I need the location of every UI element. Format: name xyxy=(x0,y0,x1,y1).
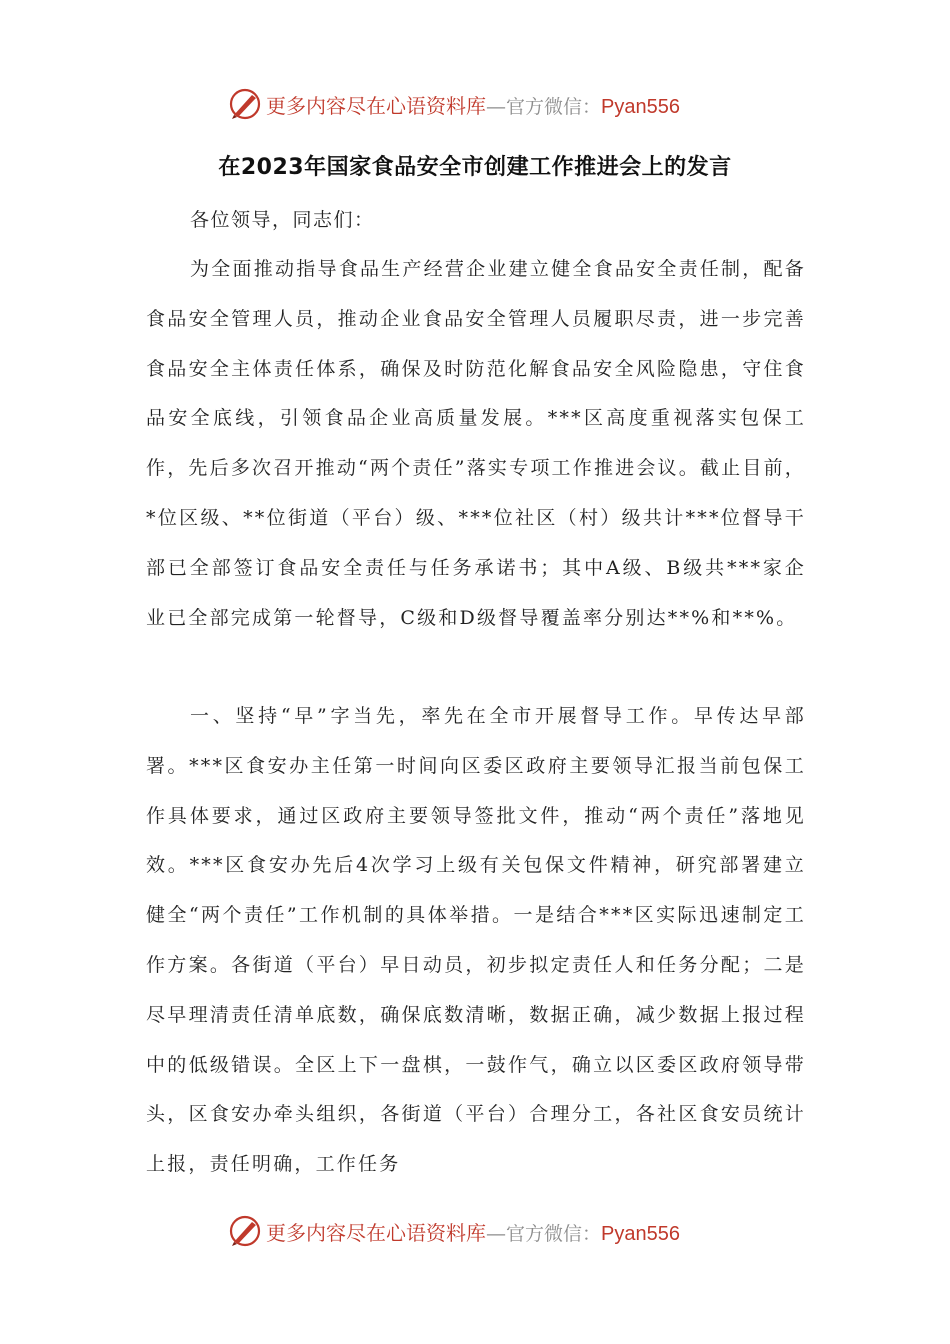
watermark-prefix: 更多内容尽在心语资料库 xyxy=(266,93,486,118)
watermark-prefix: 更多内容尽在心语资料库 xyxy=(266,1220,486,1245)
watermark-header xyxy=(228,84,680,124)
watermark-wechat-id: Pyan556 xyxy=(601,95,680,118)
document-title: 在2023年国家食品安全市创建工作推进会上的发言 xyxy=(218,155,732,180)
watermark-footer xyxy=(228,1211,680,1251)
pen-logo-icon xyxy=(228,87,262,121)
paragraph-2: 一、坚持“早”字当先，率先在全市开展督导工作。早传达早部署。***区食安办主任第一时间向区委区政府主要领导汇报当前包保工作具体要求，通过区政府主要领导签批文件，推动“两个责任”落地见效。***区食安办先后4次学习上级有关包保文件精神，研究部署建立健全“两个责任”工作机制的具体举措。一是结合***区实际迅速制定工作方案。各街道（平台）早日动员，初步拟定责任人和任务分配；二是尽早理清责任清单底数，确保底数清晰，数据正确，减少数据上报过程中的低级错误。全区上下一盘棋，一鼓作气，确立以区委区政府领导带头，区食安办牵头组织，各街道（平台）合理分工，各社区食安员统计上报，责任明确，工作任务 xyxy=(146,705,806,1176)
watermark-separator: — xyxy=(486,93,506,118)
pen-logo-icon xyxy=(228,1214,262,1248)
watermark-label: 官方微信： xyxy=(506,95,602,118)
paragraph-1: 为全面推动指导食品生产经营企业建立健全食品安全责任制，配备食品安全管理人员，推动企业食品安全管理人员履职尽责，进一步完善食品安全主体责任体系，确保及时防范化解食品安全风险隐患，守住食品安全底线，引领食品企业高质量发展。***区高度重视落实包保工作，先后多次召开推动“两个责任”落实专项工作推进会议。截止目前，*位区级、**位街道（平台）级、***位社区（村）级共计***位督导干部已全部签订食品安全责任与任务承诺书；其中A级、B级共***家企业已全部完成第一轮督导，C级和D级督导覆盖率分别达**%和**%。 xyxy=(146,258,806,629)
watermark-label: 官方微信： xyxy=(506,1222,602,1245)
watermark-text xyxy=(266,1217,680,1246)
watermark-wechat-id: Pyan556 xyxy=(601,1222,680,1245)
watermark-separator: — xyxy=(486,1220,506,1245)
watermark-text xyxy=(266,90,680,119)
greeting: 各位领导，同志们： xyxy=(190,209,375,231)
